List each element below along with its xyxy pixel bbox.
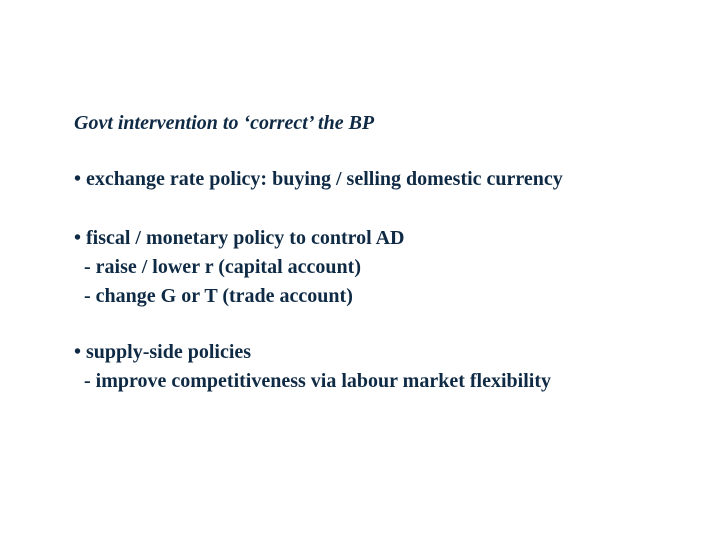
bullet-exchange-rate-policy: • exchange rate policy: buying / selling domestic currency [74, 168, 563, 190]
sub-bullet-raise-lower-r: - raise / lower r (capital account) [84, 256, 361, 278]
bullet-fiscal-monetary-policy: • fiscal / monetary policy to control AD [74, 227, 405, 249]
sub-bullet-improve-competitiveness: - improve competitiveness via labour market flexibility [84, 370, 551, 392]
bullet-supply-side-policies: • supply-side policies [74, 341, 252, 363]
sub-bullet-change-g-or-t: - change G or T (trade account) [84, 285, 353, 307]
slide-title: Govt intervention to ‘correct’ the BP [74, 112, 375, 134]
